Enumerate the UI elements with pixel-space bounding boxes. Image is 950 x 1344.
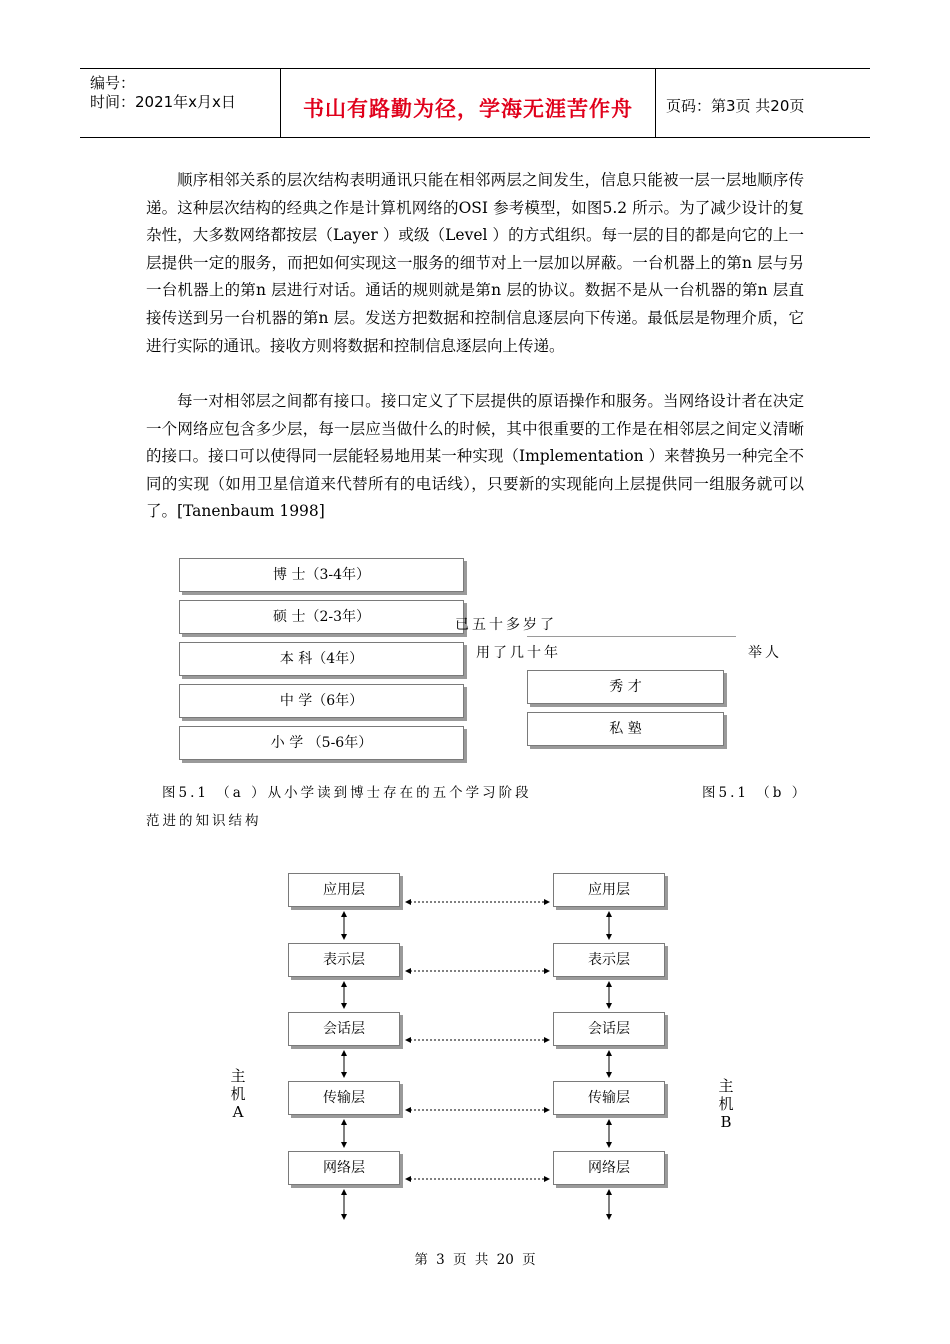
header-page-label: 页码：第3页 共20页 [666,97,805,115]
stage-box-primary-school: 小 学 （5-6年） [179,726,464,760]
host-b-char-1: 主 [718,1077,734,1095]
host-b-application-layer: 应用层 [553,873,665,907]
stage-box-phd: 博 士（3-4年） [179,558,464,592]
age-text: 已五十多岁了 [455,617,557,633]
host-a-transport-layer: 传输层 [288,1081,400,1115]
stage-box-sishu: 私 塾 [527,712,724,746]
host-a-char-2: 机 [230,1085,246,1103]
host-a-session-layer: 会话层 [288,1012,400,1046]
doc-time-label: 时间：2021年x月x日 [90,93,236,111]
host-a-char-3: A [232,1103,244,1121]
host-a-char-1: 主 [230,1067,246,1085]
host-b-presentation-layer: 表示层 [553,943,665,977]
figure-5-1-a-caption: 图5.1 （a ）从小学读到博士存在的五个学习阶段 [162,785,532,801]
host-b-network-layer: 网络层 [553,1151,665,1185]
host-a-application-layer: 应用层 [288,873,400,907]
figure-5-1-b-caption: 图5.1 （b ） [702,785,809,801]
paragraph-text: 每一对相邻层之间都有接口。接口定义了下层提供的原语操作和服务。当网络设计者在决定一个网络应包含多少层，每一层应当做什么的时候，其中很重要的工作是在相邻层之间定义清晰的接口。接口可以使得同一层能轻易地用某一种实现（Implementation ）来替换另一种完全不同的实现（如用卫星信道来代替所有的电话线），只要新的实现能向上层提供同一组服务就可以了。[Tanenbaum 1998] [146,392,804,521]
stage-box-bachelor: 本 科（4年） [179,642,464,676]
host-b-session-layer: 会话层 [553,1012,665,1046]
doc-number-label: 编号： [90,74,136,92]
juren-text: 举人 [748,645,782,661]
stage-box-master: 硕 士（2-3年） [179,600,464,634]
host-a-network-layer: 网络层 [288,1151,400,1185]
host-a-presentation-layer: 表示层 [288,943,400,977]
host-b-transport-layer: 传输层 [553,1081,665,1115]
years-text: 用了几十年 [476,645,561,661]
host-b-char-2: 机 [718,1095,734,1113]
stage-box-xiucai: 秀 才 [527,670,724,704]
page-footer: 第 3 页 共 20 页 [414,1252,536,1268]
host-b-char-3: B [720,1113,732,1131]
figure-5-1-b-caption-cont: 范进的知识结构 [146,813,262,829]
header-motto: 书山有路勤为径，学海无涯苦作舟 [303,97,633,121]
paragraph-text: 顺序相邻关系的层次结构表明通讯只能在相邻两层之间发生，信息只能被一层一层地顺序传递。这种层次结构的经典之作是计算机网络的OSI 参考模型，如图5.2 所示。为了减少设计的复杂性，大多数网络都按层（Layer ）或级（Level ）的方式组织。每一层的目的都是向它的上一层提供一定的服务，而把如何实现这一服务的细节对上一层加以屏蔽。一台机器上的第n 层与另一台机器上的第n 层进行对话。通话的规则就是第n 层的协议。数据不是从一台机器的第n 层直接传送到另一台机器的第n 层。发送方把数据和控制信息逐层向下传递。最低层是物理介质，它进行实际的通讯。接收方则将数据和控制信息逐层向上传递。 [146,171,804,355]
stage-box-middle-school: 中 学（6年） [179,684,464,718]
